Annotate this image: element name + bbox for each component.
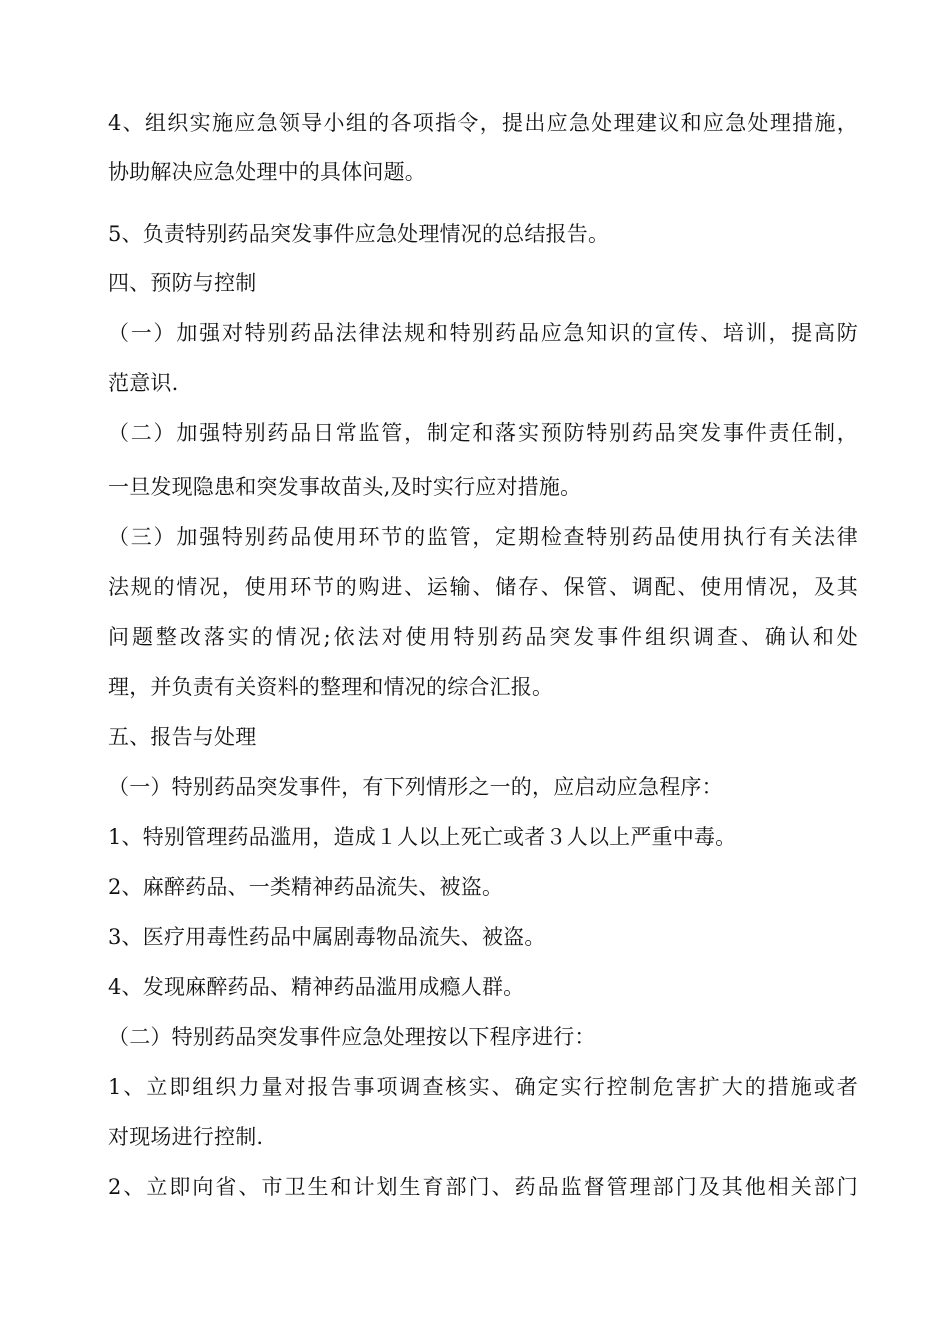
list-item: 3、医疗用毒性药品中属剧毒物品流失、被盗。 (108, 925, 546, 949)
text-line: （三）加强特别药品使用环节的监管，定期检查特别药品使用执行有关法律 (108, 525, 858, 549)
text-line: 5、负责特别药品突发事件应急处理情况的总结报告。 (108, 222, 610, 246)
text-line: 问题整改落实的情况;依法对使用特别药品突发事件组织调查、确认和处 (108, 625, 858, 649)
text-line: 理，并负责有关资料的整理和情况的综合汇报。 (108, 675, 554, 699)
list-item: 4、发现麻醉药品、精神药品滥用成瘾人群。 (108, 975, 525, 999)
text-line: （一）加强对特别药品法律法规和特别药品应急知识的宣传、培训，提高防 (108, 321, 858, 345)
text-line: （二）特别药品突发事件应急处理按以下程序进行： (108, 1025, 596, 1049)
text-line: 对现场进行控制. (108, 1125, 264, 1149)
list-item: 1、立即组织力量对报告事项调查核实、确定实行控制危害扩大的措施或者 (108, 1075, 858, 1099)
text-line: （一）特别药品突发事件，有下列情形之一的，应启动应急程序： (108, 775, 723, 799)
text-line: 一旦发现隐患和突发事故苗头,及时实行应对措施。 (108, 475, 582, 499)
text-line: （二）加强特别药品日常监管，制定和落实预防特别药品突发事件责任制， (108, 421, 858, 445)
text-line: 范意识. (108, 371, 179, 395)
list-item: 2、立即向省、市卫生和计划生育部门、药品监督管理部门及其他相关部门 (108, 1175, 858, 1199)
text-line: 法规的情况，使用环节的购进、运输、储存、保管、调配、使用情况，及其 (108, 575, 858, 599)
text-line: 协助解决应急处理中的具体问题。 (108, 160, 426, 184)
section-heading: 四、预防与控制 (108, 271, 257, 295)
section-heading: 五、报告与处理 (108, 725, 257, 749)
list-item: 1、特别管理药品滥用，造成１人以上死亡或者３人以上严重中毒。 (108, 825, 737, 849)
text-line: 4、组织实施应急领导小组的各项指令，提出应急处理建议和应急处理措施， (108, 111, 858, 135)
list-item: 2、麻醉药品、一类精神药品流失、被盗。 (108, 875, 504, 899)
